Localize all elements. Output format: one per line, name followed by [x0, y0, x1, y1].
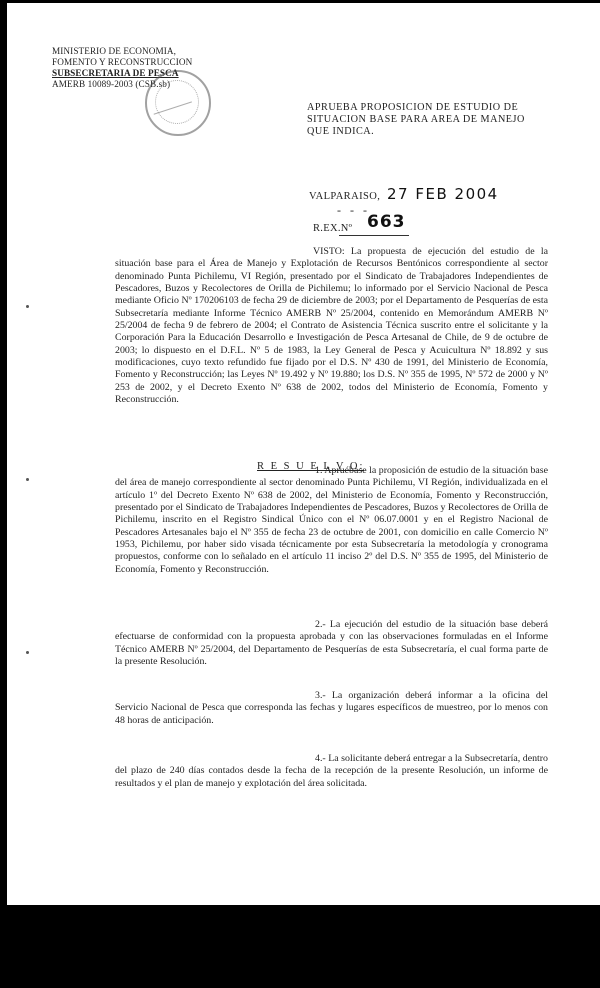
rex-number: 663	[367, 212, 406, 232]
reference-line: AMERB 10089-2003 (CSB.sb)	[52, 79, 171, 89]
dash-rule: - - -	[337, 203, 370, 217]
date-stamp: 27 FEB 2004	[387, 185, 499, 203]
resolution-item-1	[115, 465, 548, 576]
visto-paragraph	[115, 246, 548, 406]
ministry-line: MINISTERIO DE ECONOMIA,	[52, 46, 177, 56]
resolution-item-4	[115, 753, 548, 790]
scan-speck	[26, 305, 29, 308]
rex-label: R.EX.Nº	[313, 223, 353, 234]
scan-bottom-band	[0, 905, 600, 988]
resuelvo-text: R E S U E L V O:	[257, 461, 365, 472]
rex-underline	[339, 235, 409, 236]
resolution-item-3	[115, 690, 548, 727]
ministry-line: FOMENTO Y RECONSTRUCCION	[52, 57, 193, 67]
resolution-item-2	[115, 619, 548, 668]
item-text: 2.- La ejecución del estudio de la situación base deberá efectuarse de conformidad con la propuesta aprobada y con las observaciones formuladas en el Informe Técnico AMERB Nº 25/2004, del Departamento de Pesquerías de esta Subsecretaría, el cual forma parte de la presente Resolución.	[115, 619, 548, 668]
item-text: 3.- La organización deberá informar a la oficina del Servicio Nacional de Pesca que corresponda las fechas y lugares específicos de muestreo, por lo menos con 48 horas de anticipación.	[115, 690, 548, 726]
item-text: 4.- La solicitante deberá entregar a la Subsecretaría, dentro del plazo de 240 días contados desde la fecha de la recepción de la presente Resolución, un informe de resultados y el plan de manejo y explotación del área solicitada.	[115, 753, 548, 789]
scan-left-edge	[0, 0, 7, 988]
scan-speck	[26, 478, 29, 481]
scan-top-edge	[0, 0, 600, 3]
scan-speck	[26, 651, 29, 654]
item-text: 1. Apruébase la proposición de estudio de la situación base del área de manejo correspondiente al sector denominado Punta Pichilemu, VI Región, individualizada en el artículo 1º del Decreto Exento Nº 638 de 2002, del Ministerio de Economía, Fomento y Reconstrucción, presentado por el Sindicato de Trabajadores Independientes de Pescadores, Buzos y Recolectores de Orilla de Pichilemu, inscrito en el Registro Sindical Único con el Nº 06.07.0001 y en el Registro Nacional de Pescadores Artesanales bajo el Nº 355 de fecha 23 de octubre de 2001, con domicilio en calle Comercio Nº 1953, Pichilemu, por haber sido visada técnicamente por esta Subsecretaría la metodología y cronograma propuestos, conforme con lo señalado en el artículo 11 inciso 2º del D.S. Nº 355 de 1995, del Ministerio de Economía, Fomento y Reconstrucción.	[115, 465, 548, 575]
visto-text: VISTO: La propuesta de ejecución del estudio de la situación base para el Área de Manejo y Explotación de Recursos Bentónicos correspondiente al sector denominado Punta Pichilemu, VI Región, presentado por el Sindicato de Trabajadores Independientes de Pescadores, Buzos y Recolectores de Orilla de Pichilemu; lo informado por el Servicio Nacional de Pesca mediante Oficio Nº 170206103 de fecha 29 de diciembre de 2003; por el Departamento de Pesquerías de esta Subsecretaría mediante Informe Técnico AMERB Nº 25/2004, contenido en Memorándum AMERB Nº 25/2004 de fecha 9 de febrero de 2004; el Contrato de Asistencia Técnica suscrito entre el solicitante y la Corporación Para la Educación Desarrollo e Investigación de Pesca Artesanal de Chile, de 9 de octubre de 2003; lo dispuesto en el D.F.L. Nº 5 de 1983, la Ley General de Pesca y Acuicultura Nº 18.892 y sus modificaciones, cuyo texto refundido fue fijado por el D.S. Nº 430 de 1991, del Ministerio de Economía, Fomento y Reconstrucción; las Leyes Nº 19.492 y Nº 19.880; los D.S. Nº 355 de 1995, Nº 572 de 2000 y Nº 253 de 2002, y el Decreto Exento Nº 638 de 2002, todos del Ministerio de Economía, Fomento y Reconstrucción.	[115, 246, 548, 406]
document-title: APRUEBA PROPOSICION DE ESTUDIO DE SITUACION BASE PARA AREA DE MANEJO QUE INDICA.	[307, 102, 525, 137]
place-label: VALPARAISO,	[309, 191, 381, 202]
subsecretaria-line: SUBSECRETARIA DE PESCA	[52, 68, 179, 78]
